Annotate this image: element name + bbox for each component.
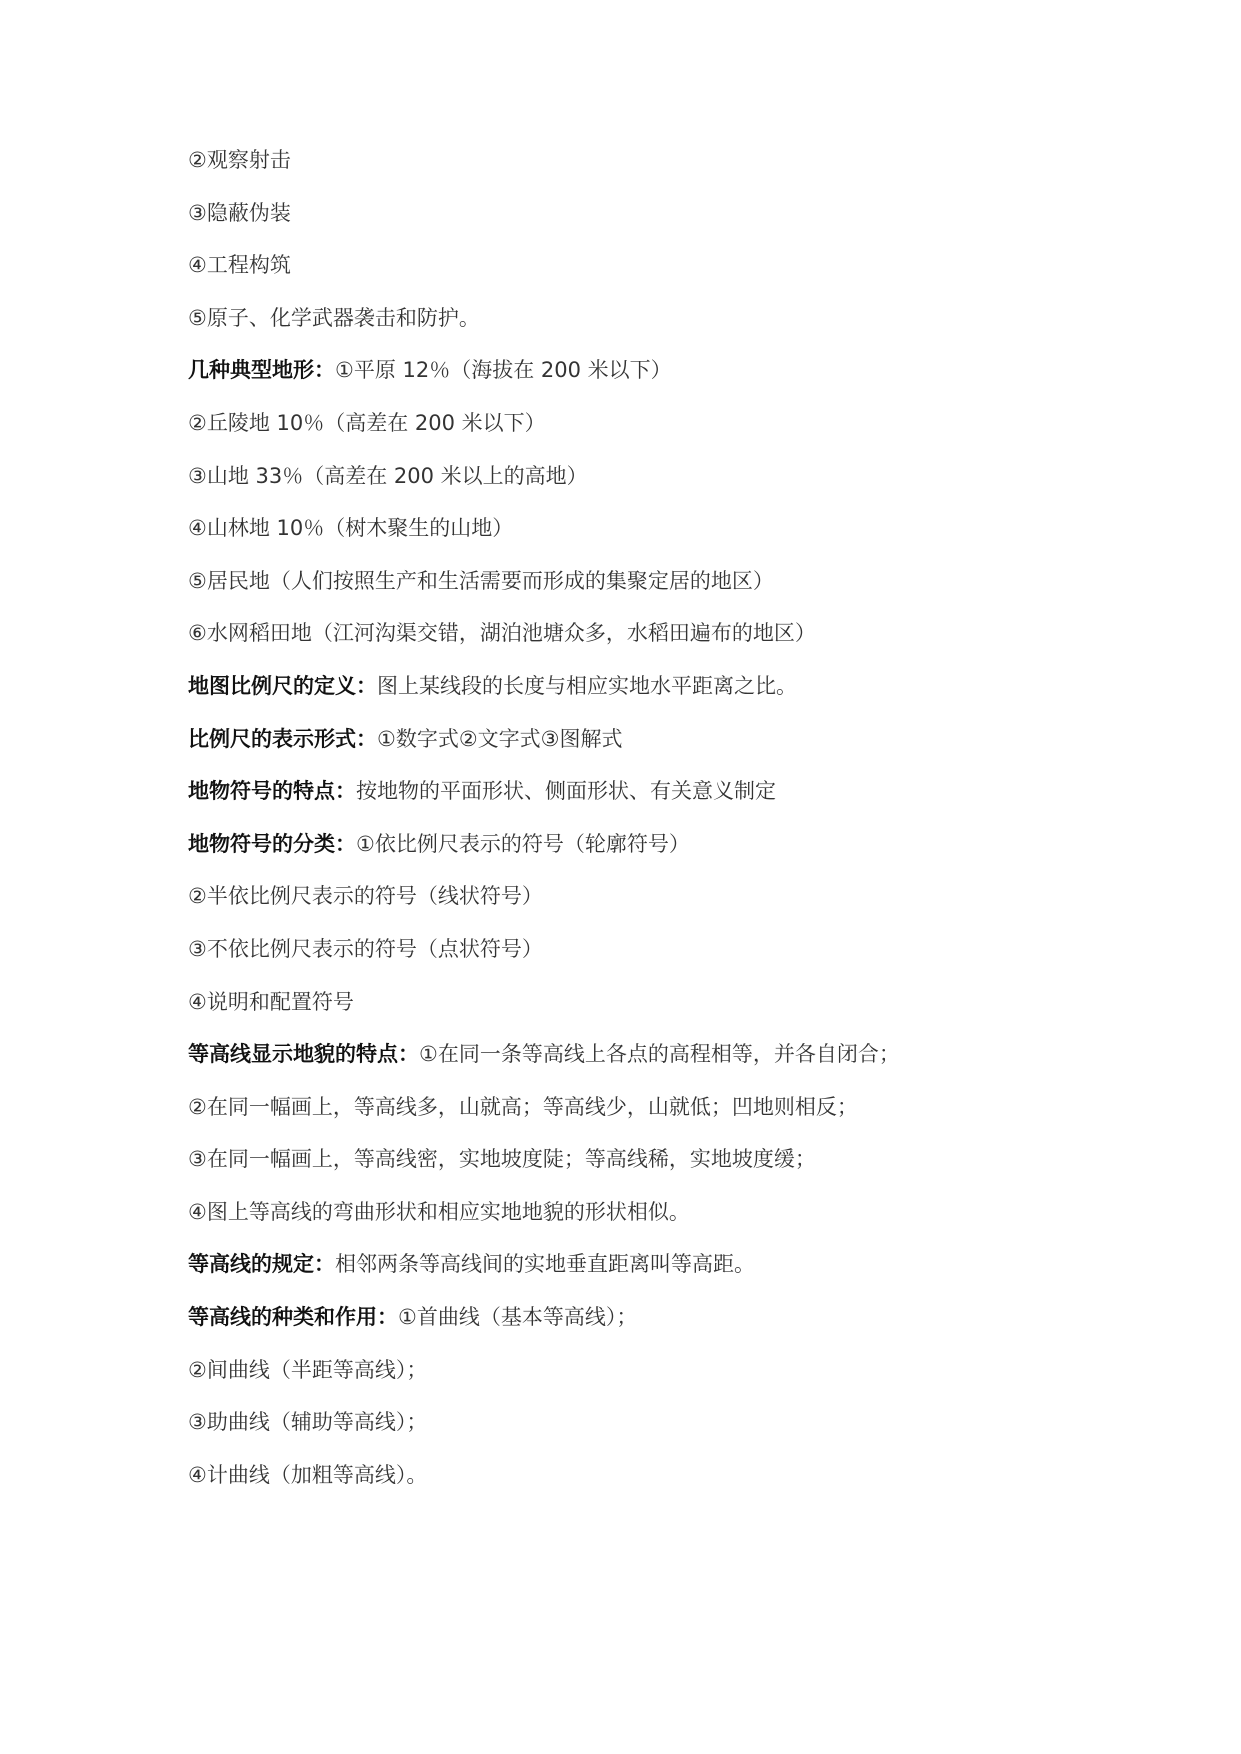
text-line: [188, 1197, 1148, 1250]
term-label: 等高线的规定：: [188, 1252, 335, 1277]
term-label: 地物符号的特点：: [188, 779, 356, 804]
text-line: [188, 1039, 1148, 1092]
line-text: ②半依比例尺表示的符号（线状符号）: [188, 884, 543, 909]
term-label: 地图比例尺的定义：: [188, 673, 377, 698]
text-line: [188, 1460, 1148, 1513]
line-text: 图上某线段的长度与相应实地水平距离之比。: [377, 673, 797, 698]
line-text: ①首曲线（基本等高线）；: [398, 1305, 638, 1330]
text-line: [188, 198, 1148, 251]
text-line: [188, 1092, 1148, 1145]
text-line: [188, 408, 1148, 461]
text-line: [188, 303, 1148, 356]
line-text: ③助曲线（辅助等高线）；: [188, 1410, 428, 1435]
text-line: [188, 1302, 1148, 1355]
line-text: ②在同一幅画上，等高线多，山就高；等高线少，山就低；凹地则相反；: [188, 1094, 858, 1119]
text-line: [188, 1249, 1148, 1302]
line-text: 按地物的平面形状、侧面形状、有关意义制定: [356, 779, 776, 804]
line-text: ②观察射击: [188, 148, 291, 172]
line-text: ①平原 12％（海拔在 200 米以下）: [335, 358, 672, 383]
line-text: ⑤原子、化学武器袭击和防护。: [188, 305, 480, 330]
text-line: [188, 671, 1148, 724]
text-line: [188, 1355, 1148, 1408]
text-line: [188, 513, 1148, 566]
text-line: [188, 724, 1148, 777]
term-label: 等高线显示地貌的特点：: [188, 1042, 419, 1067]
text-line: [188, 250, 1148, 303]
line-text: ④山林地 10％（树木聚生的山地）: [188, 516, 514, 541]
line-text: ①数字式②文字式③图解式: [377, 726, 623, 751]
line-text: ⑤居民地（人们按照生产和生活需要而形成的集聚定居的地区）: [188, 568, 774, 593]
line-text: ④图上等高线的弯曲形状和相应实地地貌的形状相似。: [188, 1199, 690, 1224]
text-line: [188, 881, 1148, 934]
line-text: ④说明和配置符号: [188, 989, 354, 1014]
term-label: 比例尺的表示形式：: [188, 726, 377, 751]
line-text: ③山地 33％（高差在 200 米以上的高地）: [188, 463, 588, 488]
text-line: [188, 145, 1148, 198]
line-text: ③不依比例尺表示的符号（点状符号）: [188, 936, 543, 961]
text-line: [188, 934, 1148, 987]
text-line: [188, 355, 1148, 408]
term-label: 几种典型地形：: [188, 358, 335, 383]
text-line: [188, 618, 1148, 671]
text-line: [188, 1144, 1148, 1197]
line-text: ③隐蔽伪装: [188, 200, 291, 225]
document-body: [188, 145, 1148, 1512]
line-text: 相邻两条等高线间的实地垂直距离叫等高距。: [335, 1252, 755, 1277]
text-line: [188, 987, 1148, 1040]
line-text: ④工程构筑: [188, 253, 291, 278]
line-text: ②丘陵地 10％（高差在 200 米以下）: [188, 410, 546, 435]
term-label: 地物符号的分类：: [188, 831, 356, 856]
text-line: [188, 1407, 1148, 1460]
line-text: ②间曲线（半距等高线）；: [188, 1357, 428, 1382]
text-line: [188, 566, 1148, 619]
line-text: ①依比例尺表示的符号（轮廓符号）: [356, 831, 690, 856]
text-line: [188, 776, 1148, 829]
text-line: [188, 829, 1148, 882]
line-text: ⑥水网稻田地（江河沟渠交错，湖泊池塘众多，水稻田遍布的地区）: [188, 621, 816, 646]
term-label: 等高线的种类和作用：: [188, 1305, 398, 1330]
line-text: ④计曲线（加粗等高线）。: [188, 1462, 428, 1487]
line-text: ③在同一幅画上，等高线密，实地坡度陡；等高线稀，实地坡度缓；: [188, 1147, 816, 1172]
line-text: ①在同一条等高线上各点的高程相等，并各自闭合；: [419, 1042, 900, 1067]
text-line: [188, 461, 1148, 514]
